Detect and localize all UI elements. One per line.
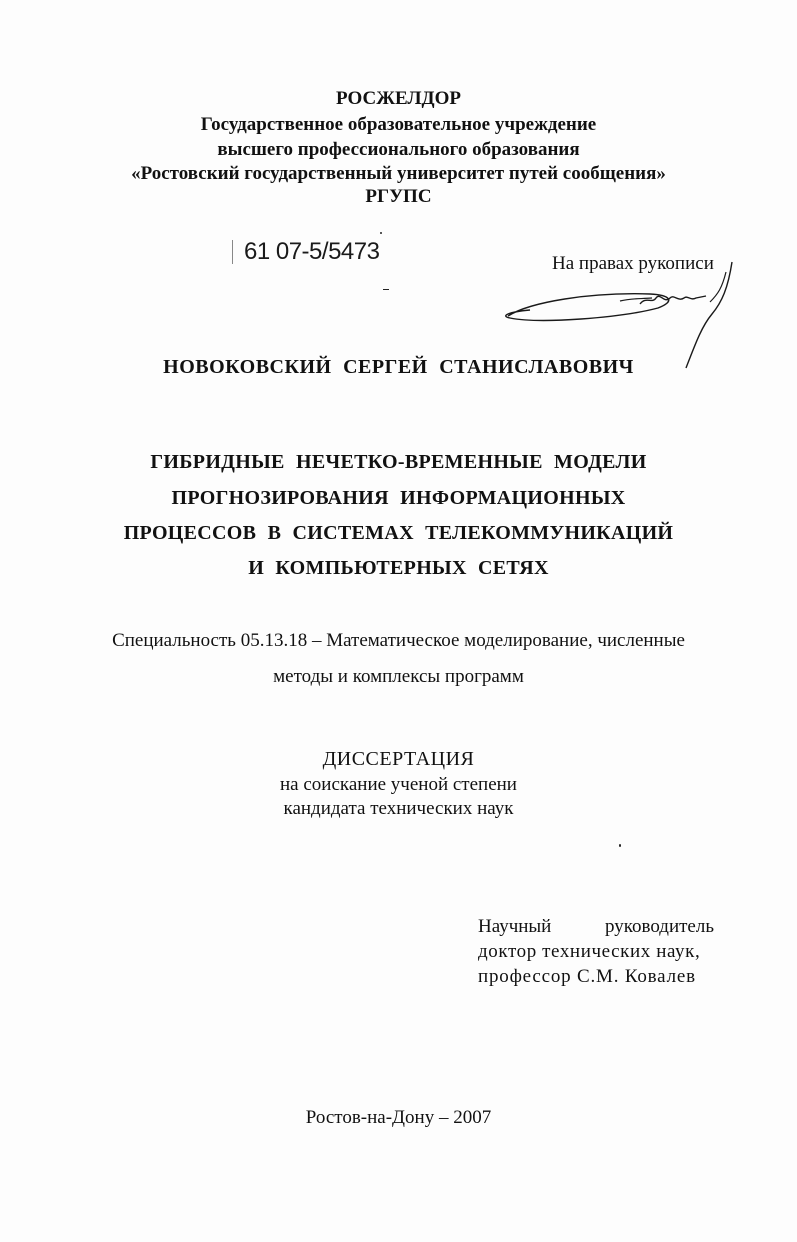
specialty-line-2: методы и комплексы программ (273, 666, 524, 687)
agency-name: РОСЖЕЛДОР (335, 88, 462, 109)
thesis-title-line-3: ПРОЦЕССОВ В СИСТЕМАХ ТЕЛЕКОММУНИКАЦИЙ (123, 522, 674, 544)
supervisor-name: профессор С.М. Ковалев (478, 966, 696, 987)
supervisor-degree: доктор технических наук, (478, 941, 701, 962)
org-line-3: «Ростовский государственный университет путей сообщения» (131, 163, 666, 184)
scan-speck (383, 289, 389, 290)
thesis-title-line-4: И КОМПЬЮТЕРНЫХ СЕТЯХ (248, 557, 549, 579)
degree-line-2: кандидата технических наук (283, 798, 514, 819)
supervisor-block (478, 914, 714, 989)
library-stamp-code: 61 07-5/5473 (244, 238, 380, 265)
org-line-1: Государственное образовательное учреждение (200, 114, 597, 135)
author-name: НОВОКОВСКИЙ СЕРГЕЙ СТАНИСЛАВОВИЧ (163, 356, 634, 378)
scan-speck (380, 232, 382, 234)
specialty-line-1: Специальность 05.13.18 – Математическое моделирование, численные (112, 630, 685, 651)
degree-line-1: на соискание ученой степени (280, 774, 517, 795)
scan-speck (619, 844, 621, 847)
supervisor-role-word-1: Научный (478, 916, 552, 937)
supervisor-role-line (478, 914, 714, 939)
city-year: Ростов-на-Дону – 2007 (305, 1107, 492, 1128)
thesis-title-line-2: ПРОГНОЗИРОВАНИЯ ИНФОРМАЦИОННЫХ (171, 487, 626, 509)
org-abbrev: РГУПС (365, 186, 432, 207)
manuscript-note: На правах рукописи (552, 253, 714, 274)
thesis-title-line-1: ГИБРИДНЫЕ НЕЧЕТКО-ВРЕМЕННЫЕ МОДЕЛИ (150, 451, 647, 473)
degree-type: ДИССЕРТАЦИЯ (322, 748, 475, 770)
stamp-mark (232, 240, 233, 264)
supervisor-role-word-2: руководитель (604, 916, 714, 937)
org-line-2: высшего профессионального образования (217, 139, 580, 160)
